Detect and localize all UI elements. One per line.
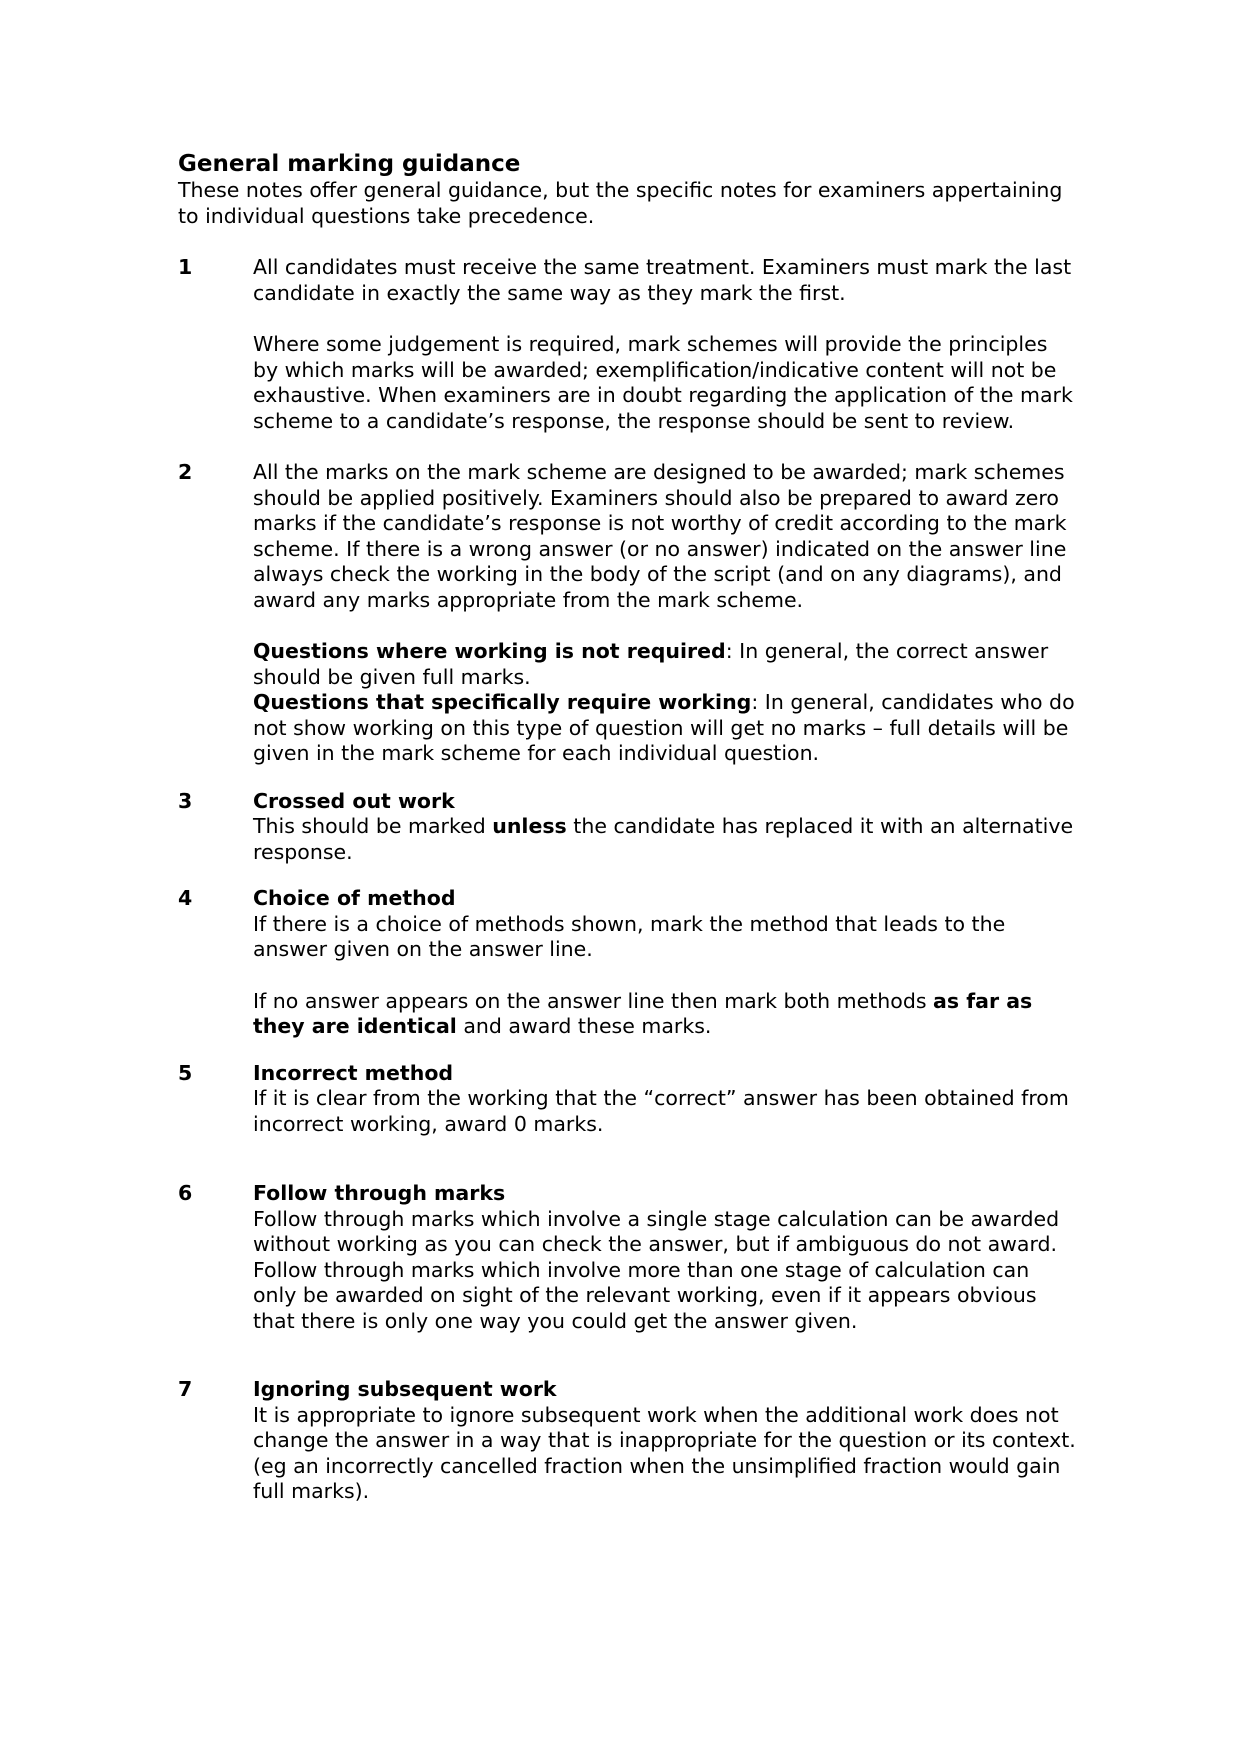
bold-text: as far as they are identical <box>253 988 1033 1038</box>
intro-text: These notes offer general guidance, but the specific notes for examiners appertaining to individual questions take precedence. <box>178 178 1063 228</box>
section-paragraph: If there is a choice of methods shown, mark the method that leads to the answer given on the answer line. <box>253 911 1006 961</box>
paragraph-text: and award these marks. <box>456 1014 712 1038</box>
section-1 <box>178 255 1078 434</box>
paragraph-text: This should be marked <box>253 814 493 838</box>
section-number: 2 <box>178 460 193 484</box>
bold-text: Questions where working is not required <box>253 639 726 663</box>
bold-text: unless <box>492 814 567 838</box>
section-paragraph: Where some judgement is required, mark schemes will provide the principles by which marks will be awarded; exemplification/indicative content will not be exhaustive. When examiners are in doubt regarding the application of the mark scheme to a candidate’s response, the response should be sent to review. <box>253 332 1073 433</box>
section-heading: Crossed out work <box>253 788 455 813</box>
section-7 <box>178 1377 1078 1505</box>
section-number: 3 <box>178 788 193 813</box>
paragraph-text: If no answer appears on the answer line then mark both methods <box>253 988 934 1013</box>
document-page <box>178 150 1078 1505</box>
section-paragraph <box>253 989 1078 1040</box>
section-number: 7 <box>178 1377 193 1401</box>
section-number: 6 <box>178 1181 193 1205</box>
section-5 <box>178 1061 1078 1138</box>
section-3 <box>178 789 1078 866</box>
section-6 <box>178 1181 1078 1334</box>
bold-text: Questions that specifically require working <box>253 690 752 714</box>
section-paragraph <box>253 690 1078 767</box>
paragraph-text: the candidate has replaced it with an alternative response. <box>253 814 1074 864</box>
section-paragraph: All candidates must receive the same treatment. Examiners must mark the last candidate in exactly the same way as they mark the first. <box>253 255 1072 305</box>
section-paragraph: If it is clear from the working that the “correct” answer has been obtained from incorrect working, award 0 marks. <box>253 1086 1069 1136</box>
section-2 <box>178 460 1078 767</box>
section-4 <box>178 886 1078 1040</box>
section-number: 5 <box>178 1060 193 1085</box>
section-paragraph <box>253 639 1078 690</box>
section-number: 4 <box>178 886 193 910</box>
section-paragraph: Follow through marks which involve a single stage calculation can be awarded without working as you can check the answer, but if ambiguous do not award. <box>253 1206 1060 1256</box>
section-heading: Ignoring subsequent work <box>253 1377 557 1401</box>
section-heading: Incorrect method <box>253 1060 454 1085</box>
paragraph-text: : In general, candidates who do not show working on this type of question will get no marks – full details will be given in the mark scheme for each individual question. <box>253 690 1075 765</box>
section-paragraph <box>253 814 1078 865</box>
section-heading: Choice of method <box>253 886 456 910</box>
paragraph-text: : In general, the correct answer should be given full marks. <box>253 639 1049 689</box>
section-paragraph: Follow through marks which involve more than one stage of calculation can only be awarded on sight of the relevant working, even if it appears obvious that there is only one way you could get the answer given. <box>253 1257 1037 1333</box>
section-paragraph: It is appropriate to ignore subsequent work when the additional work does not change the answer in a way that is inappropriate for the question or its context. (eg an incorrectly cancelled fraction when the unsimplified fraction would gain full marks). <box>253 1402 1076 1503</box>
section-heading: Follow through marks <box>253 1181 506 1205</box>
section-paragraph: All the marks on the mark scheme are designed to be awarded; mark schemes should be applied positively. Examiners should also be prepared to award zero marks if the candidate’s response is not worthy of credit according to the mark scheme. If there is a wrong answer (or no answer) indicated on the answer line always check the working in the body of the script (and on any diagrams), and award any marks appropriate from the mark scheme. <box>253 460 1067 612</box>
page-title: General marking guidance <box>178 151 521 177</box>
section-number: 1 <box>178 255 193 279</box>
